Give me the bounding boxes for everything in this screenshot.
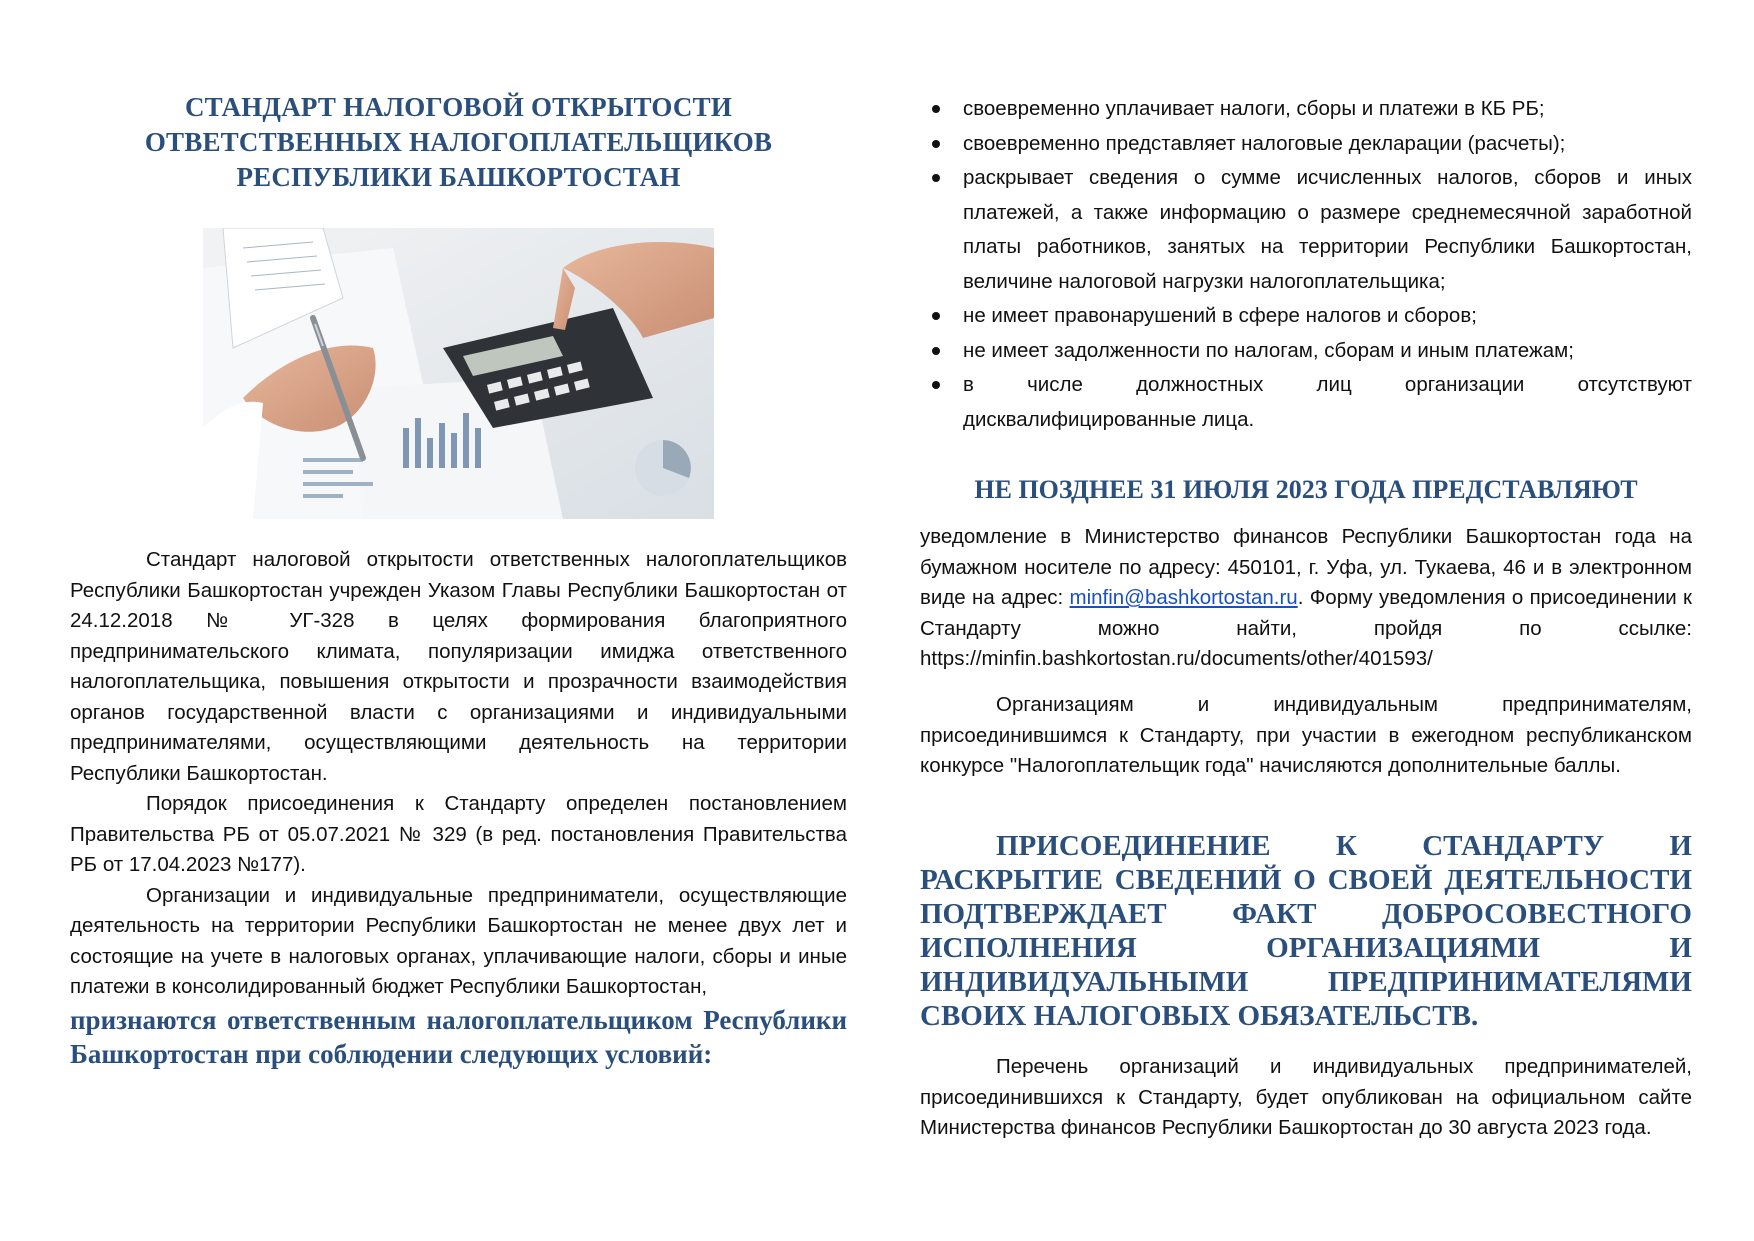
bullet-icon <box>932 381 940 389</box>
deadline-heading: НЕ ПОЗДНЕЕ 31 ИЮЛЯ 2023 ГОДА ПРЕДСТАВЛЯЮТ <box>974 475 1638 504</box>
list-item: не имеет правонарушений в сфере налогов и сборов; <box>920 299 1692 334</box>
list-item: не имеет задолженности по налогам, сборам и иным платежам; <box>920 334 1692 369</box>
bonus-block <box>920 690 1692 782</box>
bullet-icon <box>932 140 940 148</box>
publication-paragraph: Перечень организаций и индивидуальных предпринимателей, присоединившихся к Стандарту, будет опубликован на официальном сайте Министерства финансов Республики Башкортостан до 30 августа 2023 года. <box>920 1055 1692 1139</box>
eligibility-emphasis: признаются ответственным налогоплательщиком Республики Башкортостан при соблюдении следующих условий: <box>70 1004 847 1069</box>
left-body <box>70 545 847 1071</box>
calculator-photo <box>203 228 714 519</box>
bullet-icon <box>932 174 940 182</box>
publication-block <box>920 1052 1692 1144</box>
intro-paragraph: Стандарт налоговой открытости ответственных налогоплательщиков Республики Башкортостан учрежден Указом Главы Республики Башкортостан от 24.12.2018 № УГ-328 в целях формирования благоприятного предпринимательского климата, популяризации имиджа ответственного налогоплательщика, повышения открытости и прозрачности взаимодействия органов государственной власти с организациями и индивидуальными предпринимателями, осуществляющими деятельность на территории Республики Башкортостан. <box>70 548 847 785</box>
bullet-icon <box>932 347 940 355</box>
list-item: своевременно представляет налоговые декларации (расчеты); <box>920 127 1692 162</box>
notice-block <box>920 522 1692 675</box>
list-item: в числе должностных лиц организации отсутствуют дисквалифицированные лица. <box>920 368 1692 437</box>
title-line-3: РЕСПУБЛИКИ БАШКОРТОСТАН <box>236 162 681 192</box>
procedure-paragraph: Порядок присоединения к Стандарту определен постановлением Правительства РБ от 05.07.2021 № 329 (в ред. постановления Правительства РБ от 17.04.2023 №177). <box>70 792 847 876</box>
bullet-icon <box>932 105 940 113</box>
eligibility-paragraph: Организации и индивидуальные предприниматели, осуществляющие деятельность на территории Республики Башкортостан не менее двух лет и состоящие на учете в налоговых органах, уплачивающие налоги, сборы и иные платежи в консолидированный бюджет Республики Башкортостан, <box>70 883 847 998</box>
confirmation-emphasis: ПРИСОЕДИНЕНИЕ К СТАНДАРТУ И РАСКРЫТИЕ СВЕДЕНИЙ О СВОЕЙ ДЕЯТЕЛЬНОСТИ ПОДТВЕРЖДАЕТ ФАКТ ДОБРОСОВЕСТНОГО ИСПОЛНЕНИЯ ОРГАНИЗАЦИЯМИ И ИНДИВИДУАЛЬНЫМИ ПРЕДПРИНИМАТЕЛЯМИ СВОИХ НАЛОГОВЫХ ОБЯЗАТЕЛЬСТВ. <box>920 830 1692 1032</box>
conditions-list <box>920 92 1692 437</box>
confirmation-block <box>920 829 1692 1033</box>
list-item: своевременно уплачивает налоги, сборы и платежи в КБ РБ; <box>920 92 1692 127</box>
title-line-1: СТАНДАРТ НАЛОГОВОЙ ОТКРЫТОСТИ <box>184 92 733 122</box>
notice-paragraph: уведомление в Министерство финансов Республики Башкортостан года на бумажном носителе по адресу: 450101, г. Уфа, ул. Тукаева, 46 и в электронном виде на адрес: minfin@bashkortostan.ru. Форму уведомления о присоединении к Стандарту можно найти, пройдя по ссылке: https://minfin.bashkortostan.ru/documents/other/401593/ <box>920 525 1693 670</box>
document-title <box>70 90 847 195</box>
bullet-icon <box>932 312 940 320</box>
email-link[interactable]: minfin@bashkortostan.ru <box>1069 586 1298 609</box>
list-item: раскрывает сведения о сумме исчисленных налогов, сборов и иных платежей, а также информацию о размере среднемесячной заработной платы работников, занятых на территории Республики Башкортостан, величине налоговой нагрузки налогоплательщика; <box>920 161 1692 299</box>
title-line-2: ОТВЕТСТВЕННЫХ НАЛОГОПЛАТЕЛЬЩИКОВ <box>144 127 773 157</box>
bonus-paragraph: Организациям и индивидуальным предпринимателям, присоединившимся к Стандарту, при участии в ежегодном республиканском конкурсе "Налогоплательщик года" начисляются дополнительные баллы. <box>920 693 1692 777</box>
